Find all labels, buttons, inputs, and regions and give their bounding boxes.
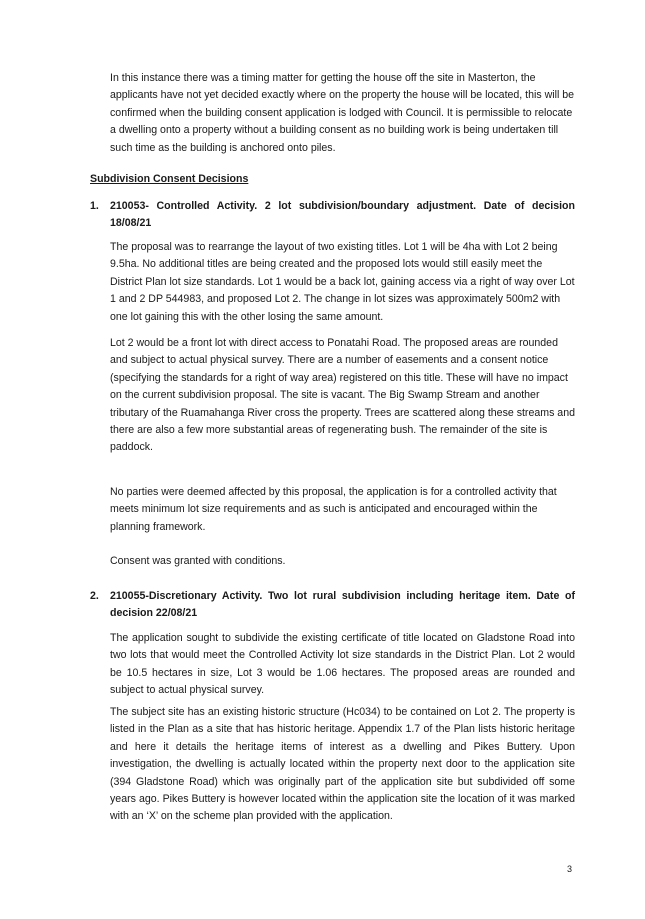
item-1-paragraph-1: The proposal was to rearrange the layout of two existing titles. Lot 1 will be 4ha with Lot 2 being 9.5ha. No additional titles are being created and the proposed lots would still easily meet the District Plan lot size standards. Lot 1 would be a back lot, gaining access via a right of way over Lot 1 and 2 DP 544983, and proposed Lot 2. The change in lot sizes was approximately 500m2 with one lot gaining this with the other losing the same amount.	[110, 241, 575, 323]
item-2-title: 210055-Discretionary Activity. Two lot rural subdivision including heritage item. Date of decision 22/08/21	[110, 590, 575, 620]
item-2-paragraph-2: The subject site has an existing historic structure (Hc034) to be contained on Lot 2. The property is listed in the Plan as a site that has historic heritage. Appendix 1.7 of the Plan lists historic heritage and here it details the heritage items of interest as a dwelling and Pikes Buttery. Upon investigation, the dwelling is actually located within the property next door to the application site (394 Gladstone Road) which was originally part of the application site but subdivided off some years ago. Pikes Buttery is however located within the application site the location of it was marked with an ‘X’ on the scheme plan provided with the application.	[110, 706, 575, 823]
item-1-paragraph-3: No parties were deemed affected by this proposal, the application is for a controlled activity that meets minimum lot size requirements and as such is anticipated and encouraged within the planning framework.	[110, 486, 557, 533]
page-number: 3	[567, 864, 573, 874]
item-2-heading	[90, 588, 575, 623]
item-1-number: 1.	[90, 200, 99, 212]
item-1-paragraph-4: Consent was granted with conditions.	[110, 555, 286, 567]
intro-paragraph: In this instance there was a timing matter for getting the house off the site in Masterton, the applicants have not yet decided exactly where on the property the house will be located, this will be confirmed when the building consent application is lodged with Council. It is permissible to relocate a dwelling onto a property without a building consent as no building work is being undertaken till such time as the building is anchored onto piles.	[110, 72, 575, 154]
item-1-title: 210053- Controlled Activity. 2 lot subdivision/boundary adjustment. Date of decision 18/08/21	[110, 200, 575, 230]
item-2-paragraph-1: The application sought to subdivide the existing certificate of title located on Gladstone Road into two lots that would meet the Controlled Activity lot size standards in the District Plan. Lot 2 would be 10.5 hectares in size, Lot 3 would be 1.06 hectares. The proposed areas are rounded and subject to actual physical survey.	[110, 632, 575, 697]
item-1-paragraph-2: Lot 2 would be a front lot with direct access to Ponatahi Road. The proposed areas are rounded and subject to actual physical survey. There are a number of easements and a consent notice (specifying the standards for a right of way area) registered on this title. These will have no impact on the current subdivision proposal. The site is vacant. The Big Swamp Stream and another tributary of the Ruamahanga River cross the property. Trees are scattered along these streams and there are also a few more substantial areas of regenerating bush. The remainder of the site is paddock.	[110, 337, 575, 454]
section-heading: Subdivision Consent Decisions	[90, 173, 249, 185]
item-1-heading	[90, 198, 575, 233]
item-2-number: 2.	[90, 590, 99, 602]
